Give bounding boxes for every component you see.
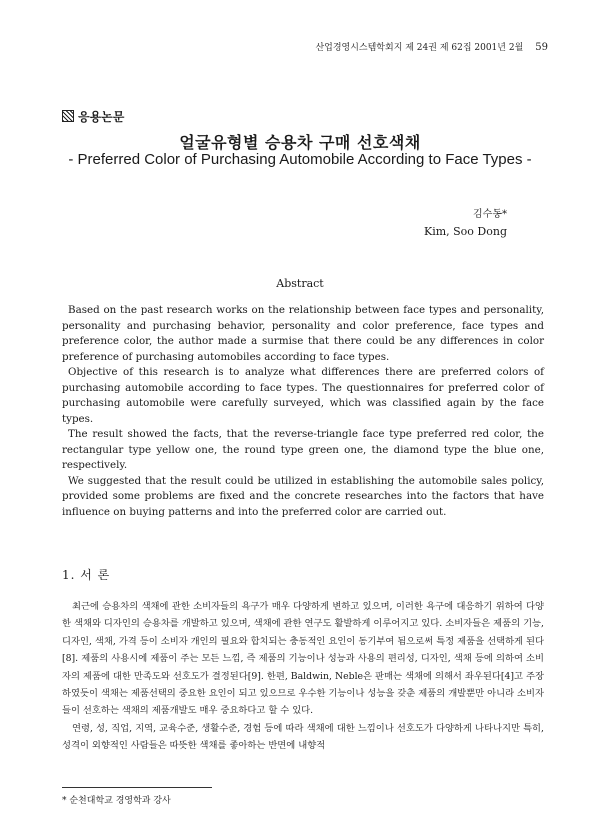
abstract-paragraph: The result showed the facts, that the reverse-triangle face type preferred red color, the rectangular type yellow one, the round type green one, the diamond type the blue one, respectively.: [62, 428, 544, 471]
author-english: Kim, Soo Dong: [423, 225, 507, 238]
author-korean: 김수동*: [473, 209, 507, 220]
footnote: * 순천대학교 경영학과 강사: [62, 796, 171, 806]
section-marker-icon: [62, 110, 74, 122]
abstract-paragraph: We suggested that the result could be utilized in establishing the automobile sales policy, provided some problems are fixed and the concrete researches into the factors that have influence on buying patterns and into the preferred color are carried out.: [62, 474, 544, 518]
body-paragraph: 최근에 승용차의 색채에 관한 소비자들의 욕구가 매우 다양하게 변하고 있으며, 이러한 욕구에 대응하기 위하여 다양한 색채와 디자인의 승용차를 개발하고 있으며, 색채에 관한 연구도 활발하게 이루어지고 있다. 소비자들은 제품의 기능, 디자인, 색채, 가격 등이 소비자 개인의 필요와 합치되는 충동적인 요인이 동기부여 됨으로써 특정 제품을 선택하게 된다[8]. 제품의 사용시에 제품이 주는 모든 느낌, 즉 제품의 기능이나 성능과 사용의 편리성, 디자인, 색채 등에 의하여 소비자의 제품에 대한 만족도와 선호도가 결정된다[9]. 한편, Baldwin, Neble은 판매는 색채에 의해서 좌우된다[4]고 주장하였듯이 색채는 제품선택의 중요한 요인이 되고 있으므로 우수한 기능이나 성능을 갖춘 제품의 개발뿐만 아니라 소비자들이 선호하는 색채의 제품개발도 매우 중요하다고 할 수 있다.: [62, 601, 544, 717]
page-number: 59: [535, 42, 548, 53]
section-label-text: 응용논문: [78, 110, 125, 124]
abstract-paragraph: Objective of this research is to analyze what differences there are preferred colors of purchasing automobile according to face types. The questionnaires for preferred color of purchasing automobile were carefully surveyed, which was classified again by the face types.: [62, 366, 544, 425]
introduction-body: [62, 598, 544, 755]
abstract-heading: Abstract: [276, 277, 324, 290]
abstract-body: [62, 303, 544, 520]
title-english: - Preferred Color of Purchasing Automobile According to Face Types -: [68, 151, 532, 168]
section-heading-introduction: 1. 서 론: [62, 568, 111, 582]
title-korean: 얼굴유형별 승용차 구매 선호색채: [179, 133, 421, 152]
footnote-divider: [62, 787, 212, 788]
section-label: [62, 108, 124, 125]
journal-info: 산업경영시스템학회지 제 24권 제 62집 2001년 2월: [315, 43, 524, 53]
running-header: [300, 40, 548, 53]
body-paragraph: 연령, 성, 직업, 지역, 교육수준, 생활수준, 경험 등에 따라 색채에 대한 느낌이나 선호도가 다양하게 나타나지만 특히, 성격이 외향적인 사람들은 따뜻한 색채를 좋아하는 반면에 내향적: [62, 722, 544, 752]
abstract-paragraph: Based on the past research works on the relationship between face types and personality, personality and purchasing behavior, personality and color preference, face types and preference color, the author made a surmise that there could be any differences in color preference of purchasing automobiles according to face types.: [62, 304, 544, 363]
